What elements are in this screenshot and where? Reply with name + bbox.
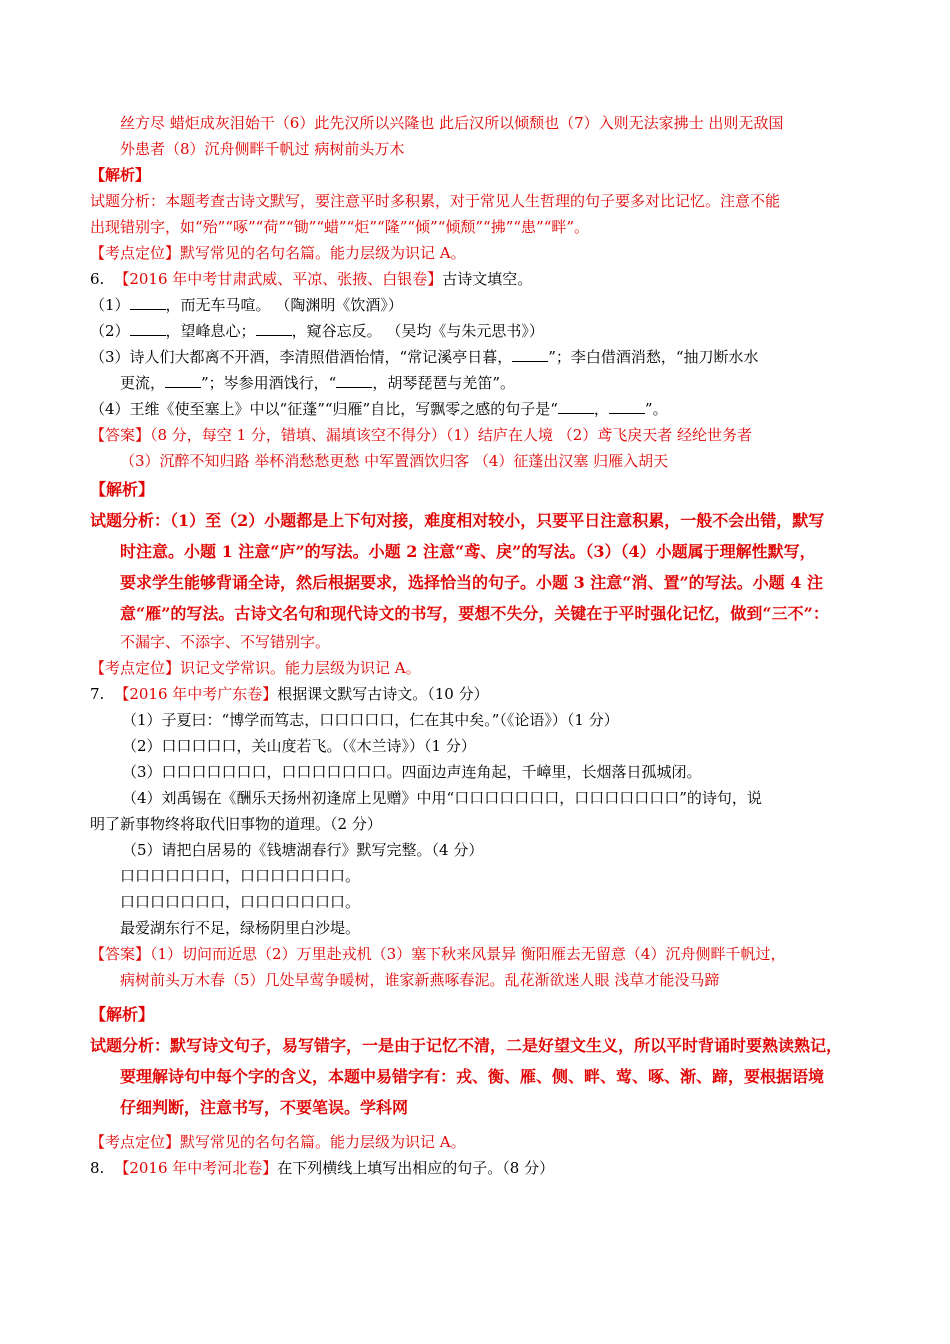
q6-analysis-line: 意“雁”的写法。古诗文名句和现代诗文的书写，要想不失分，关键在于平时强化记忆，做到“三不”： (120, 604, 829, 623)
q7-point: 【考点定位】默写常见的名句名篇。能力层级为识记 A。 (90, 1133, 466, 1151)
q6-item-3 (90, 344, 870, 370)
q7-source: 【2016 年中考广东卷】 (114, 685, 278, 703)
q6-item-3-cont (90, 370, 870, 396)
q6-item-1-text: ，而无车马喧。 （陶渊明《饮酒》） (165, 296, 403, 314)
q8-number: 8. (90, 1159, 105, 1177)
q7-prompt: 根据课文默写古诗文。（10 分） (277, 685, 489, 703)
q6-point: 【考点定位】识记文学常识。能力层级为识记 A。 (90, 659, 421, 677)
q6-prompt: 古诗文填空。 (442, 270, 533, 288)
q6-item-4-text: （4）王维《使至塞上》中以“征蓬”“归雁”自比，写飘零之感的句子是“ (90, 400, 558, 418)
q8-prompt: 在下列横线上填写出相应的句子。（8 分） (277, 1159, 555, 1177)
answer-blank[interactable] (609, 399, 645, 414)
q6-item-2 (90, 318, 870, 344)
q6-header (90, 266, 870, 292)
q6-analysis-line: 时注意。小题 1 注意“庐”的写法。小题 2 注意“鸢、戾”的写法。（3）（4）小题属于理解性默写， (120, 542, 816, 561)
q7-poem-line: 最爱湖东行不足，绿杨阴里白沙堤。 (120, 919, 361, 937)
q6-source: 【2016 年中考甘肃武威、平凉、张掖、白银卷】 (114, 270, 443, 288)
q6-item-3-text: 更流， (120, 374, 166, 392)
q7-item-4: （4）刘禹锡在《酬乐天扬州初逢席上见赠》中用“口口口口口口口，口口口口口口口”的诗句，说 (122, 789, 762, 807)
answer-blank[interactable] (512, 347, 548, 362)
answer-blank[interactable] (256, 321, 292, 336)
q6-item-3-text: ”；岑参用酒饯行，“ (201, 374, 337, 392)
q5-analysis-label: 【解析】 (90, 166, 151, 184)
q7-poem-line: 口口口口口口口，口口口口口口口。 (120, 867, 361, 885)
q6-item-2-number: （2） (90, 322, 130, 340)
q6-analysis-line: 试题分析：（1）至（2）小题都是上下句对接，难度相对较小，只要平日注意积累，一般不会出错，默写 (90, 511, 825, 530)
q6-number: 6. (90, 270, 105, 288)
q6-item-4-text: ”。 (644, 400, 668, 418)
q7-analysis-line: 试题分析：默写诗文句子，易写错字，一是由于记忆不清，二是好望文生义，所以平时背诵时要熟读熟记， (90, 1036, 843, 1055)
q7-header (90, 681, 870, 707)
q6-analysis-line: 要求学生能够背诵全诗，然后根据要求，选择恰当的句子。小题 3 注意“消、置”的写法。小题 4 注 (120, 573, 823, 592)
q6-item-3-text: ，胡琴琵琶与羌笛”。 (372, 374, 516, 392)
q6-item-2-text: ，窥谷忘反。 （吴均《与朱元思书》） (291, 322, 544, 340)
answer-blank[interactable] (336, 373, 372, 388)
q6-item-2-text: ，望峰息心； (165, 322, 256, 340)
q7-item-4-cont: 明了新事物终将取代旧事物的道理。（2 分） (90, 815, 382, 833)
q7-analysis-line: 仔细判断，注意书写，不要笔误。学科网 (120, 1098, 409, 1117)
q6-item-3-text: （3）诗人们大都离不开酒，李清照借酒怡情，“常记溪亭日暮， (90, 348, 513, 366)
q6-item-1-number: （1） (90, 296, 130, 314)
answer-blank[interactable] (165, 373, 201, 388)
q6-item-3-text: ”；李白借酒消愁，“抽刀断水水 (548, 348, 759, 366)
q8-header (90, 1155, 870, 1181)
q7-number: 7. (90, 685, 105, 703)
q6-answer-line: （3）沉醉不知归路 举杯消愁愁更愁 中军置酒饮归客 （4）征蓬出汉塞 归雁入胡天 (120, 452, 669, 470)
q5-answer-line: 外患者（8）沉舟侧畔千帆过 病树前头万木 (120, 140, 405, 158)
q8-source: 【2016 年中考河北卷】 (114, 1159, 278, 1177)
q6-item-1 (90, 292, 870, 318)
q5-answer-line: 丝方尽 蜡炬成灰泪始干（6）此先汉所以兴隆也 此后汉所以倾颓也（7）入则无法家拂士 出则无敌国 (120, 114, 784, 132)
q7-answer-line: 【答案】（1）切问而近思（2）万里赴戎机（3）塞下秋来风景异 衡阳雁去无留意（4）沉舟侧畔千帆过， (90, 945, 786, 963)
q5-point: 【考点定位】默写常见的名句名篇。能力层级为识记 A。 (90, 244, 466, 262)
q6-item-4 (90, 396, 870, 422)
q7-item-2: （2）口口口口口，关山度若飞。（《木兰诗》）（1 分） (122, 737, 476, 755)
answer-blank[interactable] (130, 295, 166, 310)
q7-answer-line: 病树前头万木春（5）几处早莺争暖树，谁家新燕啄春泥。乱花渐欲迷人眼 浅草才能没马蹄 (120, 971, 720, 989)
q6-item-4-text: ， (593, 400, 609, 418)
q7-item-5: （5）请把白居易的《钱塘湖春行》默写完整。（4 分） (122, 841, 484, 859)
q5-analysis-line: 出现错别字，如“殆”“啄”“荷”“锄”“蜡”“炬”“隆”“倾”“倾颓”“拂”“患”“畔”。 (90, 218, 590, 236)
q6-analysis-line: 不漏字、不添字、不写错别字。 (120, 633, 331, 651)
q5-analysis-line: 试题分析：本题考查古诗文默写，要注意平时多积累，对于常见人生哲理的句子要多对比记忆。注意不能 (90, 192, 781, 210)
q7-item-1: （1）子夏曰：“博学而笃志，口口口口口，仁在其中矣。”（《论语》）（1 分） (122, 711, 619, 729)
q7-item-3: （3）口口口口口口口，口口口口口口口。四面边声连角起，千嶂里，长烟落日孤城闭。 (122, 763, 702, 781)
q7-poem-line: 口口口口口口口，口口口口口口口。 (120, 893, 361, 911)
q7-analysis-line: 要理解诗句中每个字的含义，本题中易错字有：戎、衡、雁、侧、畔、莺、啄、渐、蹄，要根据语境 (120, 1067, 825, 1086)
q6-answer-line: 【答案】（8 分，每空 1 分，错填、漏填该空不得分）（1）结庐在人境 （2）鸢飞戾天者 经纶世务者 (90, 426, 753, 444)
q6-analysis-label: 【解析】 (90, 480, 155, 499)
document-page (90, 110, 870, 1181)
answer-blank[interactable] (130, 321, 166, 336)
answer-blank[interactable] (558, 399, 594, 414)
q7-analysis-label: 【解析】 (90, 1005, 155, 1024)
